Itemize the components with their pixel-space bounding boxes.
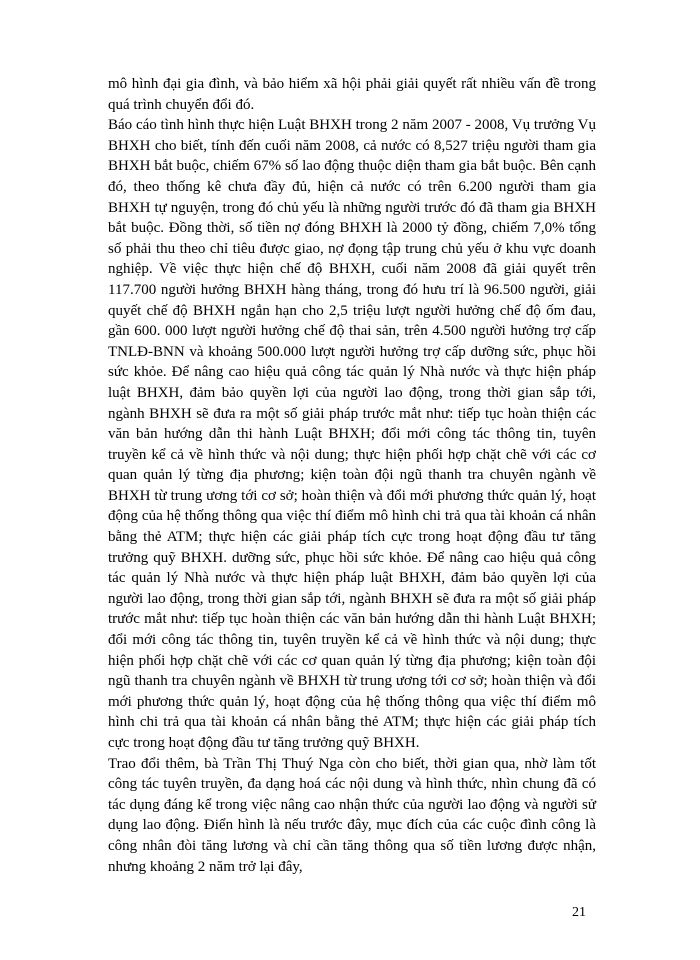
document-body xyxy=(108,74,596,877)
page-number: 21 xyxy=(572,905,586,920)
paragraph-bhxh-report: Báo cáo tình hình thực hiện Luật BHXH trong 2 năm 2007 - 2008, Vụ trưởng Vụ BHXH cho biết, tính đến cuối năm 2008, cả nước có 8,527 triệu người tham gia BHXH bắt buộc, chiếm 67% số lao động thuộc diện tham gia bắt buộc. Bên cạnh đó, theo thống kê chưa đầy đủ, hiện cả nước có trên 6.200 người tham gia BHXH tự nguyện, trong đó chủ yếu là những người trước đó đã tham gia BHXH bắt buộc. Đồng thời, số tiền nợ đóng BHXH là 2000 tỷ đồng, chiếm 7,0% tổng số phải thu theo chỉ tiêu được giao, nợ đọng tập trung chủ yếu ở khu vực doanh nghiệp. Về việc thực hiện chế độ BHXH, cuối năm 2008 đã giải quyết trên 117.700 người hưởng BHXH hàng tháng, trong đó hưu trí là 96.500 người, giải quyết chế độ BHXH ngắn hạn cho 2,5 triệu lượt người hưởng chế độ ốm đau, gần 600. 000 lượt người hưởng chế độ thai sản, trên 4.500 người hưởng trợ cấp TNLĐ-BNN và khoảng 500.000 lượt người hưởng trợ cấp dưỡng sức, phục hồi sức khỏe. Để nâng cao hiệu quả công tác quản lý Nhà nước và thực hiện pháp luật BHXH, đảm bảo quyền lợi của người lao động, trong thời gian sắp tới, ngành BHXH sẽ đưa ra một số giải pháp trước mắt như: tiếp tục hoàn thiện các văn bản hướng dẫn thi hành Luật BHXH; đổi mới công tác thông tin, tuyên truyền kể cả về hình thức và nội dung; thực hiện phối hợp chặt chẽ với các cơ quan quản lý từng địa phương; kiện toàn đội ngũ thanh tra chuyên ngành về BHXH từ trung ương tới cơ sở; hoàn thiện và đổi mới phương thức quản lý, hoạt động của hệ thống thông qua việc thí điểm mô hình chi trả qua tài khoản cá nhân bằng thẻ ATM; thực hiện các giải pháp tích cực trong hoạt động đầu tư tăng trưởng quỹ BHXH. dưỡng sức, phục hồi sức khỏe. Để nâng cao hiệu quả công tác quản lý Nhà nước và thực hiện pháp luật BHXH, đảm bảo quyền lợi của người lao động, trong thời gian sắp tới, ngành BHXH sẽ đưa ra một số giải pháp trước mắt như: tiếp tục hoàn thiện các văn bản hướng dẫn thi hành Luật BHXH; đổi mới công tác thông tin, tuyên truyền kể cả về hình thức và nội dung; thực hiện phối hợp chặt chẽ với các cơ quan quản lý từng địa phương; kiện toàn đội ngũ thanh tra chuyên ngành về BHXH từ trung ương tới cơ sở; hoàn thiện và đổi mới phương thức quản lý, hoạt động của hệ thống thông qua việc thí điểm mô hình chi trả qua tài khoản cá nhân bằng thẻ ATM; thực hiện các giải pháp tích cực trong hoạt động đầu tư tăng trưởng quỹ BHXH. xyxy=(108,117,596,751)
paragraph-tran-thi-thuy-nga: Trao đổi thêm, bà Trần Thị Thuý Nga còn cho biết, thời gian qua, nhờ làm tốt công tác tuyên truyền, đa dạng hoá các nội dung và hình thức, nhìn chung đã có tác dụng đáng kể trong việc nâng cao nhận thức của người lao động và người sử dụng lao động. Điển hình là nếu trước đây, mục đích của các cuộc đình công là công nhân đòi tăng lương và chỉ cần tăng thông qua số tiền lương được nhận, nhưng khoảng 2 năm trở lại đây, xyxy=(108,755,596,875)
paragraph-continuation: mô hình đại gia đình, và bảo hiểm xã hội phải giải quyết rất nhiều vấn đề trong quá trình chuyển đổi đó. xyxy=(108,76,596,113)
